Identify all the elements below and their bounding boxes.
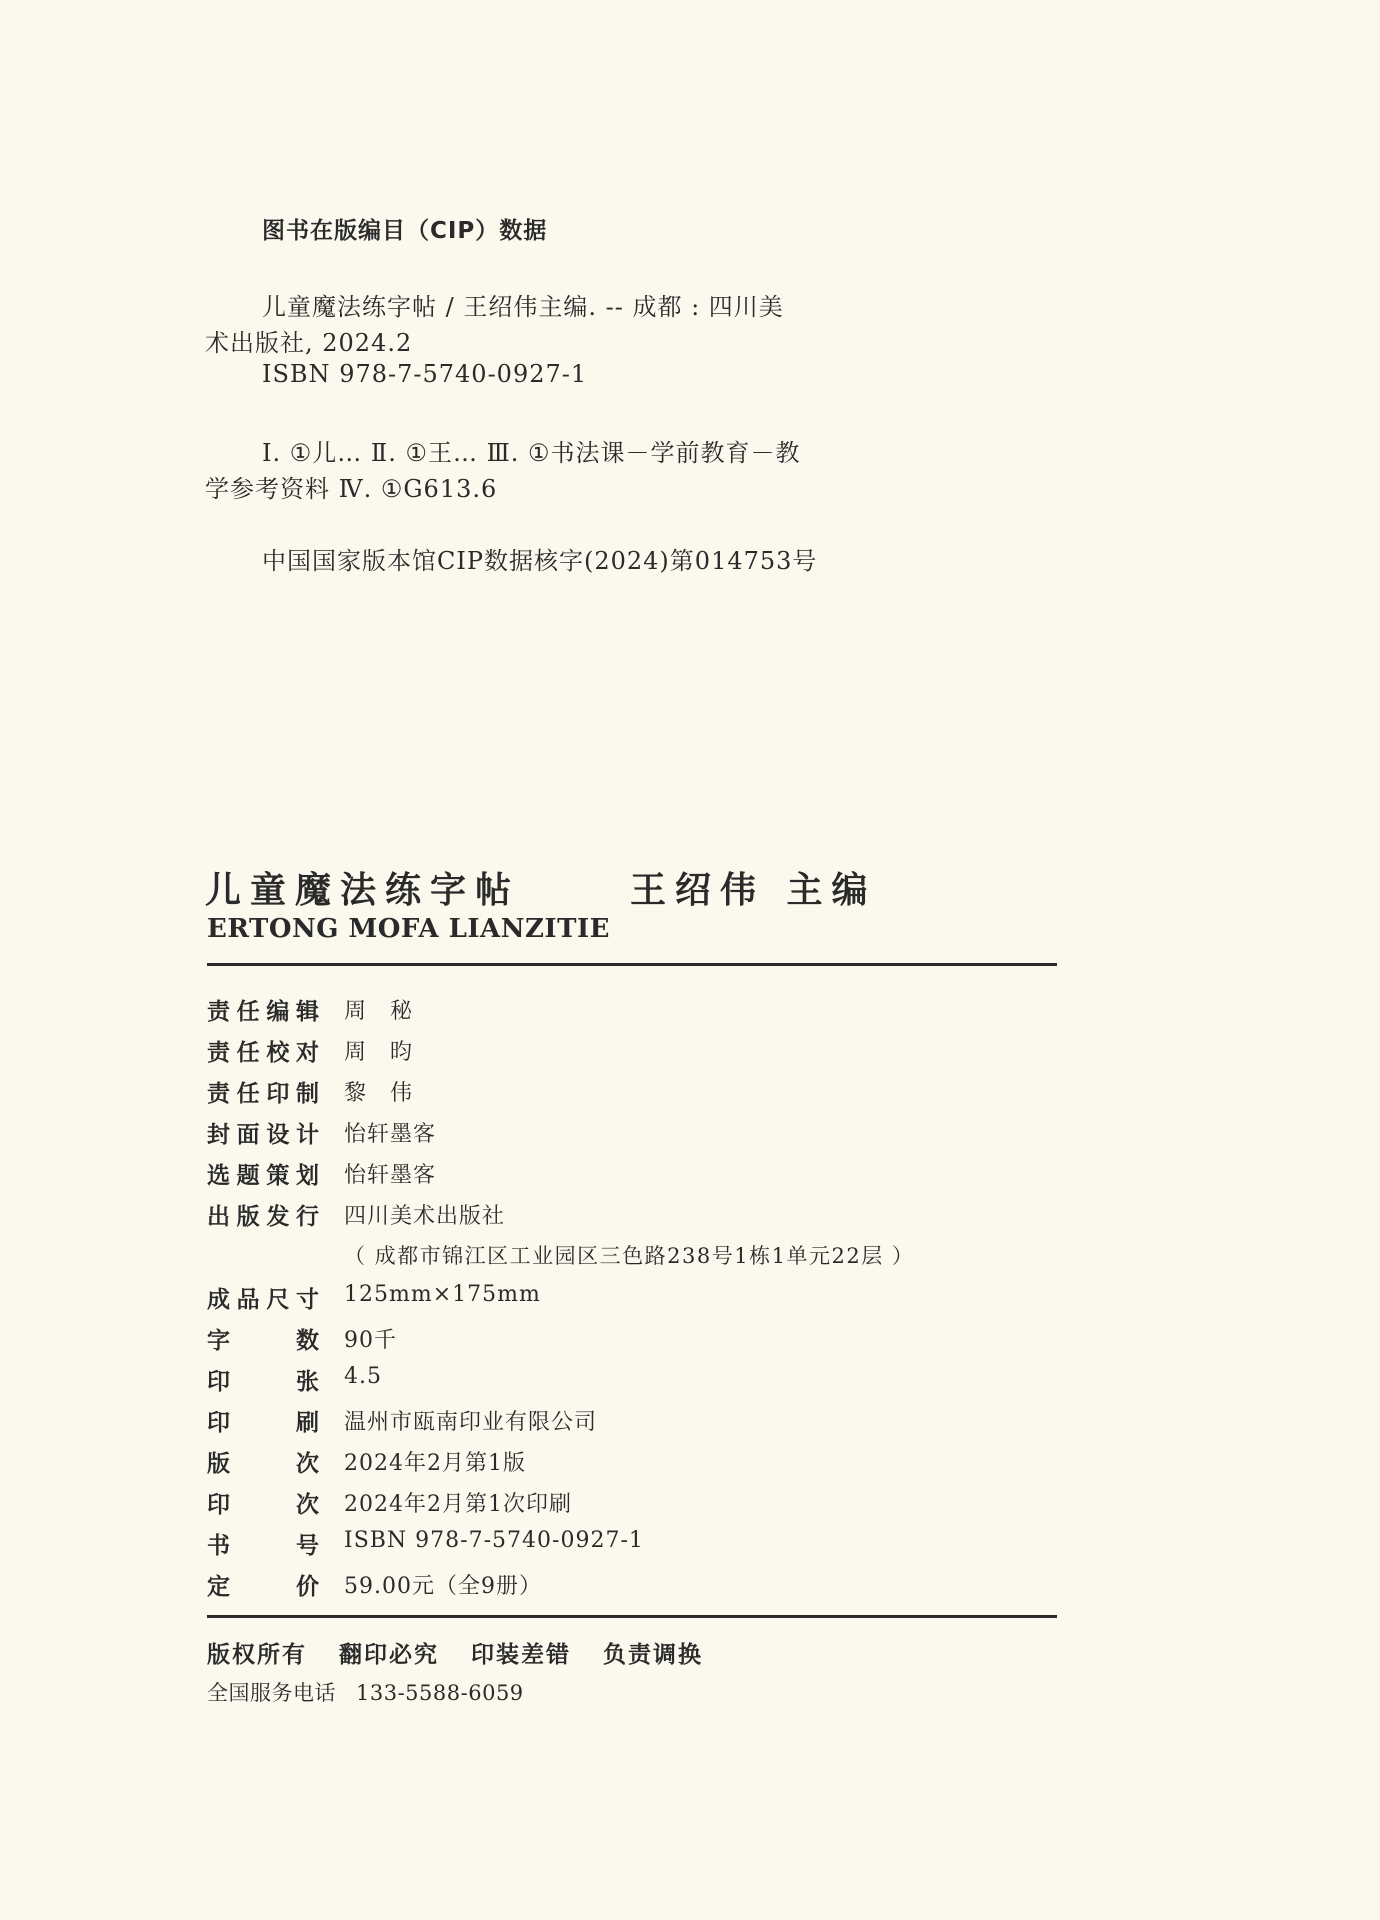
colophon-label [207, 1281, 319, 1314]
colophon-value: 90千 [344, 1328, 397, 1353]
colophon-label-char: 版 [207, 1451, 230, 1477]
colophon-label-char: 辑 [295, 999, 319, 1025]
colophon-label [207, 1198, 319, 1231]
colophon-value: 黎 伟 [344, 1081, 414, 1106]
colophon-label-char: 印 [207, 1369, 230, 1395]
colophon-label-char: 任 [236, 1040, 260, 1066]
colophon-label-char: 设 [266, 1122, 290, 1148]
colophon-value: 59.00元（全9册） [344, 1574, 542, 1599]
colophon-label-char: 张 [296, 1369, 319, 1395]
colophon-label-char: 制 [295, 1081, 319, 1107]
colophon-value: 2024年2月第1次印刷 [344, 1492, 572, 1517]
service-label: 全国服务电话 [207, 1681, 336, 1705]
divider [207, 1615, 1057, 1618]
colophon-label-char: 计 [295, 1122, 319, 1148]
colophon-label [207, 1075, 319, 1108]
colophon-label-char: 印 [266, 1081, 290, 1107]
colophon-label-char: 选 [207, 1163, 230, 1189]
colophon-label-char: 版 [236, 1204, 260, 1230]
service-line [207, 1677, 524, 1707]
colophon-label [207, 1527, 319, 1560]
colophon-label-char: 划 [295, 1163, 319, 1189]
rights-item: 翻印必究 [339, 1642, 440, 1668]
colophon-label-char: 刷 [296, 1410, 319, 1436]
colophon-label-char: 品 [236, 1287, 260, 1313]
rights-item: 负责调换 [603, 1642, 704, 1668]
colophon-label [207, 1322, 319, 1355]
colophon-label-char: 责 [207, 1081, 230, 1107]
colophon-value: 怡轩墨客 [344, 1163, 437, 1188]
colophon-label-char: 寸 [295, 1287, 319, 1313]
cip-line: 中国国家版本馆CIP数据核字(2024)第014753号 [262, 547, 818, 575]
colophon-value: 四川美术出版社 [344, 1204, 506, 1229]
colophon-label-char: 任 [236, 1081, 260, 1107]
rights-item: 版权所有 [207, 1642, 307, 1668]
rights-item: 印装差错 [471, 1642, 572, 1668]
colophon-value: ISBN 978-7-5740-0927-1 [344, 1528, 644, 1553]
colophon-label-char: 号 [296, 1533, 319, 1559]
colophon-label-char: 印 [207, 1492, 230, 1518]
cip-line: Ⅰ. ①儿… Ⅱ. ①王… Ⅲ. ①书法课－学前教育－教 [262, 439, 801, 467]
colophon-label-char: 责 [207, 1040, 230, 1066]
colophon-value: 周 秘 [344, 999, 414, 1024]
cip-heading: 图书在版编目（CIP）数据 [262, 218, 548, 244]
colophon-label-char: 印 [207, 1410, 230, 1436]
colophon-label-char: 策 [266, 1163, 290, 1189]
rights-statement [207, 1636, 725, 1669]
colophon-label-char: 对 [295, 1040, 319, 1066]
colophon-label-char: 发 [266, 1204, 290, 1230]
colophon-label [207, 1034, 319, 1067]
colophon-label-char: 数 [296, 1328, 319, 1354]
book-editor: 王绍伟 主编 [630, 870, 877, 911]
cip-line: 学参考资料 Ⅳ. ①G613.6 [205, 475, 498, 503]
colophon-label [207, 1486, 319, 1519]
colophon-label-char: 尺 [266, 1287, 290, 1313]
colophon-label [207, 993, 319, 1026]
colophon-label-char: 成 [207, 1287, 230, 1313]
colophon-value: 2024年2月第1版 [344, 1451, 526, 1476]
colophon-label [207, 1404, 319, 1437]
colophon-label-char: 面 [236, 1122, 260, 1148]
colophon-label-char: 封 [207, 1122, 230, 1148]
colophon-label-char: 价 [296, 1574, 319, 1600]
service-phone: 133-5588-6059 [356, 1681, 524, 1705]
cip-line: 儿童魔法练字帖 / 王绍伟主编. -- 成都 : 四川美 [262, 293, 784, 321]
book-title: 儿童魔法练字帖 [205, 870, 521, 911]
colophon-value: 4.5 [344, 1364, 382, 1389]
colophon-label-char: 次 [296, 1451, 319, 1477]
colophon-value: 温州市瓯南印业有限公司 [344, 1410, 598, 1435]
publisher-address: （ 成都市锦江区工业园区三色路238号1栋1单元22层 ） [344, 1244, 915, 1268]
colophon-label-char: 字 [207, 1328, 230, 1354]
divider [207, 963, 1057, 966]
colophon-value: 125mm×175mm [344, 1282, 541, 1307]
colophon-label-char: 书 [207, 1533, 230, 1559]
book-pinyin: ERTONG MOFA LIANZITIE [207, 914, 610, 944]
colophon-label-char: 行 [295, 1204, 319, 1230]
colophon-label [207, 1445, 319, 1478]
colophon-value: 怡轩墨客 [344, 1122, 437, 1147]
colophon-label-char: 责 [207, 999, 230, 1025]
colophon-value: 周 昀 [344, 1040, 414, 1065]
colophon-label-char: 题 [236, 1163, 260, 1189]
colophon-label-char: 定 [207, 1574, 230, 1600]
colophon-label-char: 校 [266, 1040, 290, 1066]
colophon-label [207, 1363, 319, 1396]
colophon-label-char: 出 [207, 1204, 230, 1230]
colophon-label-char: 任 [236, 999, 260, 1025]
colophon-label-char: 次 [296, 1492, 319, 1518]
cip-line: ISBN 978-7-5740-0927-1 [262, 360, 588, 388]
colophon-label-char: 编 [266, 999, 290, 1025]
cip-line: 术出版社, 2024.2 [205, 329, 413, 357]
colophon-label [207, 1157, 319, 1190]
colophon-label [207, 1116, 319, 1149]
colophon-label [207, 1568, 319, 1601]
